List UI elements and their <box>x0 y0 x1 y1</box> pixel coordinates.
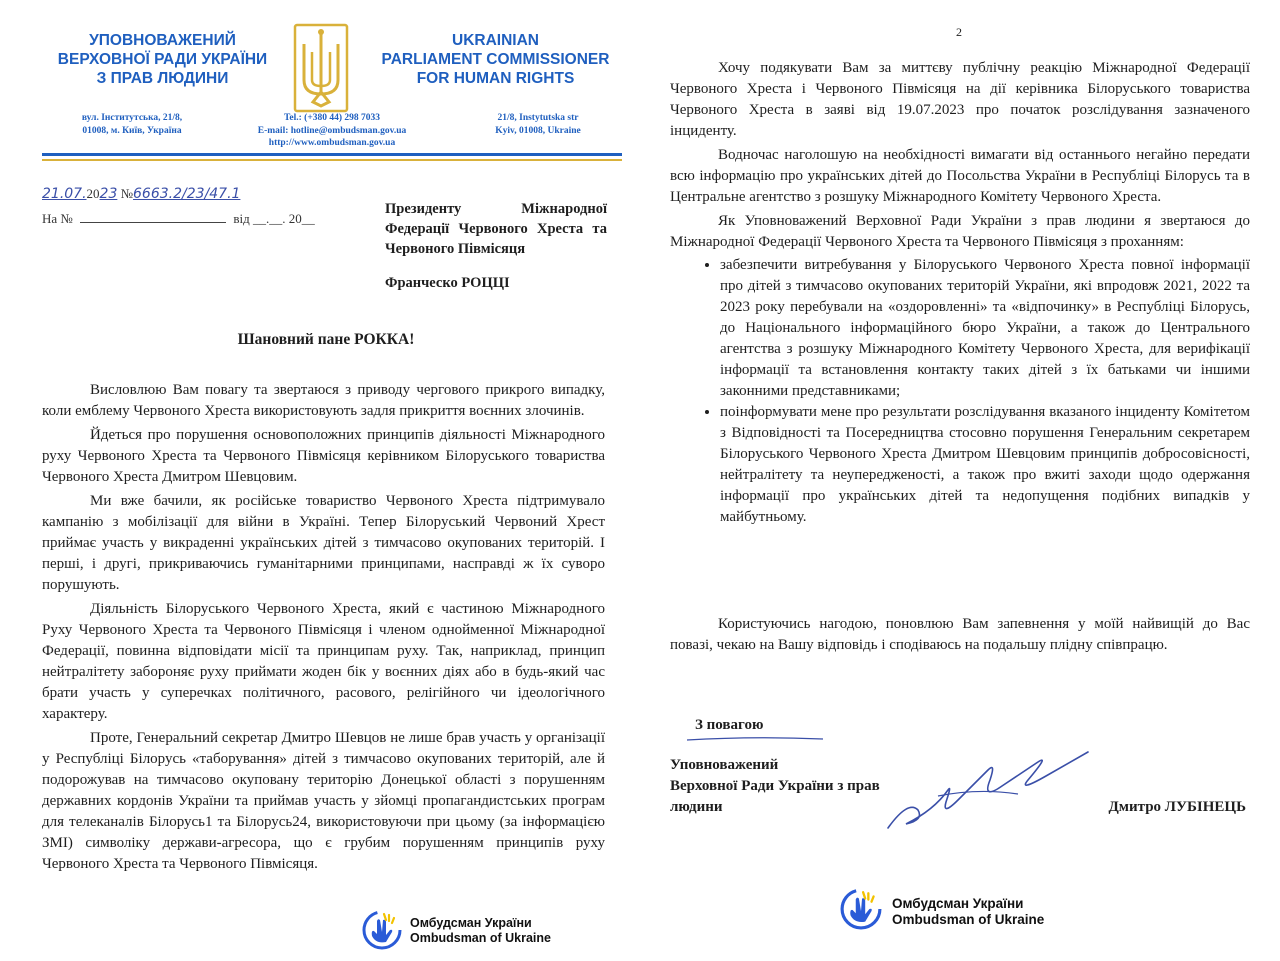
salutation: Шановний пане РОККА! <box>237 331 415 348</box>
ombudsman-logo <box>840 888 1070 930</box>
header-ua-line: З ПРАВ ЛЮДИНИ <box>96 70 229 87</box>
recipient-name: Франческо РОЦЦІ <box>385 275 510 291</box>
regards-text: З повагою <box>695 717 764 733</box>
ombudsman-hand-icon <box>362 910 402 950</box>
body-paragraph: Хочу подякувати Вам за миттєву публічну реакцію Міжнародної Федерації Червоного Хреста і Червоного Півмісяця на дії керівника Білоруського товариства Червоного Хреста в заяві від 19.07.2023 про початок розслідування зазначеного інциденту. <box>670 60 1250 139</box>
header-ua-line: УПОВНОВАЖЕНИЙ <box>89 32 236 49</box>
address-line: вул. Інститутська, 21/8, <box>81 113 183 123</box>
request-item: • поінформувати мене про результати розслідування вказаного інциденту Комітетом з Відповідності та Посередництва стосовно порушення Генеральним секретарем Білоруського Червоного Хреста Дмитром Шевцовим принципів добросовісності, нейтралітету та неупередженості, а також про вжиті заходи щодо одержання інформації про українських дітей та недопущення подібних випадків у майбутньому. <box>720 402 1250 528</box>
phone-text: Tel.: (+380 44) 298 7033 <box>283 113 381 123</box>
registration-line <box>42 186 342 202</box>
header-en-line: UKRAINIAN <box>452 32 539 49</box>
header-divider-gold <box>42 159 622 161</box>
closing-block <box>670 614 1250 656</box>
reg-no-label: № <box>120 186 134 201</box>
recipient-title: Президенту Міжнародної Федерації Червоного Хреста та Червоного Півмісяця <box>385 201 607 257</box>
logo-text-ua: Омбудсман України <box>410 916 532 930</box>
reg-date: 21.07. <box>42 186 87 202</box>
header-ua-line: ВЕРХОВНОЇ РАДИ УКРАЇНИ <box>57 51 268 68</box>
logo-text-en: Ombudsman of Ukraine <box>892 912 1045 927</box>
signer-title-line: Уповноважений <box>670 757 779 773</box>
body-paragraph: Діяльність Білоруського Червоного Хреста, який є частиною Міжнародного Руху Червоного Хреста та Червоного Півмісяця і членом однойменної Міжнародної Федерації, повинна відповідати місії та принципам руху. Так, наприклад, принцип нейтралітету забороняє руху приймати жоден бік у воєнних діях або в будь-який час брати участь у суперечках політичного, расового, релігійного чи ідеологічного характеру. <box>42 601 605 722</box>
address-ua <box>52 112 212 137</box>
letter-body-page1 <box>42 380 605 875</box>
page-number: 2 <box>956 25 962 39</box>
reply-label: На № <box>42 211 73 226</box>
header-ua-title <box>40 31 285 88</box>
email-text: E-mail: hotline@ombudsman.gov.ua <box>257 125 407 136</box>
letter-body-page2 <box>670 58 1250 528</box>
logo-text <box>892 896 1072 928</box>
header-en-title <box>358 31 633 88</box>
address-line: 01008, м. Київ, Україна <box>82 125 182 136</box>
logo-text-ua: Омбудсман України <box>892 896 1024 911</box>
logo-text <box>410 916 580 946</box>
request-list <box>670 255 1250 528</box>
reply-line <box>42 210 342 227</box>
reg-number: 6663.2/23/47.1 <box>133 186 241 202</box>
coat-of-arms-icon <box>292 22 350 114</box>
letter-page-2 <box>640 0 1280 961</box>
address-en <box>448 112 628 137</box>
address-line: Kyiv, 01008, Ukraine <box>495 125 581 136</box>
reg-year-suffix: 23 <box>99 186 118 202</box>
signer-name: Дмитро ЛУБІНЕЦЬ <box>1108 799 1246 815</box>
header-divider-blue <box>42 153 622 156</box>
ombudsman-logo <box>362 910 572 950</box>
body-paragraph: Як Уповноважений Верховної Ради України з прав людини я звертаюся до Міжнародної Федерації Червоного Хреста та Червоного Півмісяця з проханням: <box>670 213 1250 250</box>
request-item: • забезпечити витребування у Білоруського Червоного Хреста повної інформації про дітей з тимчасово окупованих територій України, які впродовж 2021, 2022 та 2023 року перебували на «оздоровленні» та «відпочинку» в Республіці Білорусь, до Національного інформаційного бюро України, а також до Центрального агентства з розшуку Міжнародного Комітету Червоного Хреста, для верифікації інформації та встановлення контакту таких дітей з їх батьками чи іншими законними представниками; <box>720 255 1250 402</box>
body-paragraph: Висловлюю Вам повагу та звертаюся з приводу чергового прикрого випадку, коли емблему Червоного Хреста використовують задля прикриття воєнних злочинів. <box>42 382 605 419</box>
signer-title-line: людини <box>670 799 723 815</box>
address-line: 21/8, Instytutska str <box>497 113 579 123</box>
contacts <box>222 112 442 150</box>
closing-paragraph: Користуючись нагодою, поновлюю Вам запевнення у моїй найвищій до Вас повазі, чекаю на Вашу відповідь і сподіваюсь на подальшу плідну співпрацю. <box>670 616 1250 653</box>
body-paragraph: Ми вже бачили, як російське товариство Червоного Хреста підтримувало кампанію з мобілізації для війни в Україні. Тепер Білоруський Червоний Хрест приймає участь у викраденні українських дітей з тимчасово окупованих територій. І перші, і другі, прикриваючись гуманітарними принципами, насправді ж їх суворо порушують. <box>42 493 605 593</box>
reply-from: від <box>233 211 250 226</box>
body-paragraph: Проте, Генеральний секретар Дмитро Шевцов не лише брав участь у організації у Республіці Білорусь «таборування» дітей з тимчасово окупованих територій, але й подорожував на тимчасово окуповану територію Донецької області з порушенням державних кордонів України та приймав участь у зйомці пропагандистських програм для телеканалів Білорусь1 та Білорусь24, використовуючи при цьому (за інформацією ЗМІ) символіку держави-агресора, що є грубим порушенням принципів руху Червоного Хреста та Червоного Півмісяця. <box>42 730 605 872</box>
signer-title-line: Верховної Ради України з прав <box>670 778 880 794</box>
reply-blank <box>80 210 226 223</box>
header-en-line: PARLIAMENT COMMISSIONER <box>381 51 610 68</box>
regards-underline <box>685 735 825 743</box>
header-en-line: FOR HUMAN RIGHTS <box>416 70 575 87</box>
body-paragraph: Водночас наголошую на необхідності вимагати від останнього негайно передати всю інформацію про українських дітей до Посольства України в Республіці Білорусь та в Центральне агентство з розшуку Міжнародного Комітету Червоного Хреста. <box>670 147 1250 205</box>
website-text: http://www.ombudsman.gov.ua <box>268 138 396 148</box>
body-paragraph: Йдеться про порушення основоположних принципів діяльності Міжнародного руху Червоного Хреста та Червоного Півмісяця керівником Білоруського товариства Червоного Хреста Дмитром Шевцовим. <box>42 427 605 485</box>
logo-text-en: Ombudsman of Ukraine <box>410 931 551 945</box>
reply-date-blank: __.__. 20__ <box>252 211 315 226</box>
reg-year-prefix: 20 <box>86 186 100 201</box>
handwritten-signature <box>878 740 1098 840</box>
ombudsman-hand-icon <box>840 888 882 930</box>
